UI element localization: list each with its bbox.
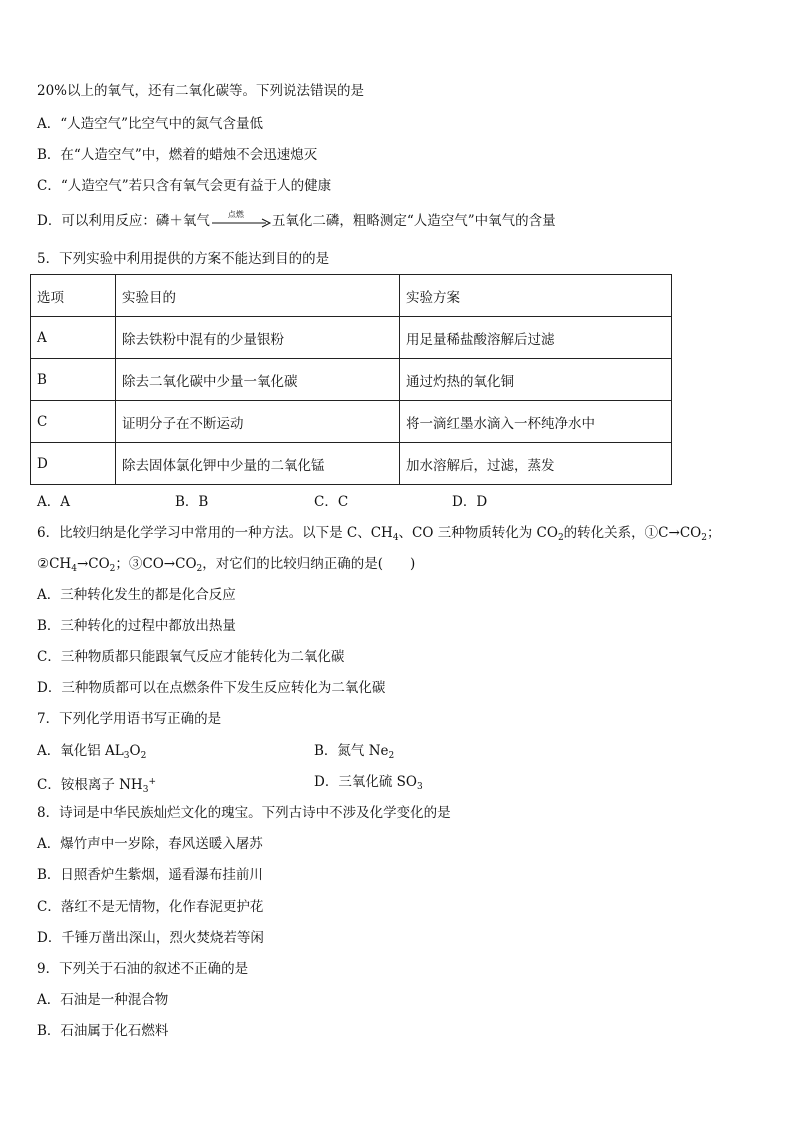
table-row <box>31 443 672 485</box>
q4-option-d-prefix: D．可以利用反应：磷＋氧气 <box>37 213 210 229</box>
subscript: 2 <box>196 564 203 574</box>
q6-text: 6．比较归纳是化学学习中常用的一种方法。以下是 C、CH <box>37 525 393 541</box>
table-row <box>31 317 672 359</box>
q4-option-d-suffix: 五氧化二磷，粗略测定“人造空气”中氧气的含量 <box>271 213 556 229</box>
table-header-cell: 选项 <box>31 275 116 317</box>
reaction-condition: 点燃 <box>227 210 244 219</box>
q4-option-a: A．“人造空气”比空气中的氮气含量低 <box>37 116 264 132</box>
table-cell: D <box>31 443 116 485</box>
q6-text: 的转化关系，①C→CO <box>563 525 702 541</box>
q6-stem-line2 <box>37 555 415 578</box>
superscript: + <box>148 777 156 787</box>
table-header-cell: 实验目的 <box>116 275 400 317</box>
q5-choice-a: A．A <box>37 494 70 510</box>
q7-option-b <box>314 742 394 765</box>
table-row <box>31 359 672 401</box>
table-header-cell: 实验方案 <box>400 275 672 317</box>
q5-stem: 5．下列实验中利用提供的方案不能达到目的的是 <box>37 251 330 267</box>
subscript: 2 <box>388 751 395 761</box>
q8-option-a: A．爆竹声中一岁除，春风送暖入屠苏 <box>37 836 263 852</box>
subscript: 2 <box>701 533 707 543</box>
q5-choice-d: D．D <box>452 494 488 510</box>
table-cell: 除去二氧化碳中少量一氧化碳 <box>116 359 400 401</box>
option-text: B．氮气 Ne <box>314 743 389 759</box>
q4-stem-tail: 20%以上的氧气，还有二氧化碳等。下列说法错误的是 <box>37 83 365 99</box>
q8-option-d: D．千锤万凿出深山，烈火焚烧若等闲 <box>37 930 264 946</box>
q6-text: ，对它们的比较归纳正确的是( ) <box>202 556 416 572</box>
q7-option-d <box>314 773 423 796</box>
table-cell: 加水溶解后，过滤，蒸发 <box>400 443 672 485</box>
option-text: D．三氧化硫 SO <box>314 774 417 790</box>
table-cell: C <box>31 401 116 443</box>
subscript: 3 <box>123 751 130 761</box>
q5-choice-b: B．B <box>175 494 209 510</box>
q4-option-b: B．在“人造空气”中，燃着的蜡烛不会迅速熄灭 <box>37 147 318 163</box>
q7-option-a <box>37 742 146 765</box>
subscript: 3 <box>416 782 423 792</box>
table-row <box>31 401 672 443</box>
table-cell: 证明分子在不断运动 <box>116 401 400 443</box>
table-cell: 通过灼热的氧化铜 <box>400 359 672 401</box>
table-header-row <box>31 275 672 317</box>
subscript: 4 <box>71 564 77 574</box>
q6-option-c: C．三种物质都只能跟氧气反应才能转化为二氧化碳 <box>37 649 345 665</box>
q6-option-a: A．三种转化发生的都是化合反应 <box>37 587 236 603</box>
q8-stem: 8．诗词是中华民族灿烂文化的瑰宝。下列古诗中不涉及化学变化的是 <box>37 805 451 821</box>
q9-option-b: B．石油属于化石燃料 <box>37 1023 169 1039</box>
option-text: A．氧化铝 AL <box>37 743 124 759</box>
q4-option-d <box>37 212 556 230</box>
table-cell: 将一滴红墨水滴入一杯纯净水中 <box>400 401 672 443</box>
reaction-arrow <box>210 212 272 230</box>
subscript: 2 <box>557 533 564 543</box>
table-cell: 除去铁粉中混有的少量银粉 <box>116 317 400 359</box>
q6-option-b: B．三种转化的过程中都放出热量 <box>37 618 236 634</box>
experiment-table <box>30 274 672 485</box>
table-cell: 除去固体氯化钾中少量的二氧化锰 <box>116 443 400 485</box>
q6-text: 、CO 三种物质转化为 CO <box>398 525 558 541</box>
q6-text: →CO <box>76 556 110 572</box>
q6-option-d: D．三种物质都可以在点燃条件下发生反应转化为二氧化碳 <box>37 680 386 696</box>
q7-stem: 7．下列化学用语书写正确的是 <box>37 711 222 727</box>
q9-stem: 9．下列关于石油的叙述不正确的是 <box>37 961 249 977</box>
q6-text: ②CH <box>37 556 72 572</box>
q8-option-c: C．落红不是无情物，化作春泥更护花 <box>37 899 264 915</box>
q6-stem-line1 <box>37 524 720 547</box>
subscript: 2 <box>109 564 116 574</box>
arrow-icon <box>210 218 272 228</box>
table-cell: B <box>31 359 116 401</box>
option-text: C．铵根离子 NH <box>37 777 143 793</box>
table-cell: 用足量稀盐酸溶解后过滤 <box>400 317 672 359</box>
table-cell: A <box>31 317 116 359</box>
option-text: O <box>129 743 141 759</box>
q7-option-c <box>37 773 156 799</box>
subscript: 3 <box>142 785 149 795</box>
q8-option-b: B．日照香炉生紫烟，遥看瀑布挂前川 <box>37 867 263 883</box>
subscript: 2 <box>140 751 147 761</box>
q6-text: ；③CO→CO <box>115 556 197 572</box>
q9-option-a: A．石油是一种混合物 <box>37 992 169 1008</box>
q6-text: ； <box>706 525 721 541</box>
q5-choice-c: C．C <box>314 494 349 510</box>
subscript: 4 <box>392 533 399 543</box>
q4-option-c: C．“人造空气”若只含有氧气会更有益于人的健康 <box>37 178 332 194</box>
